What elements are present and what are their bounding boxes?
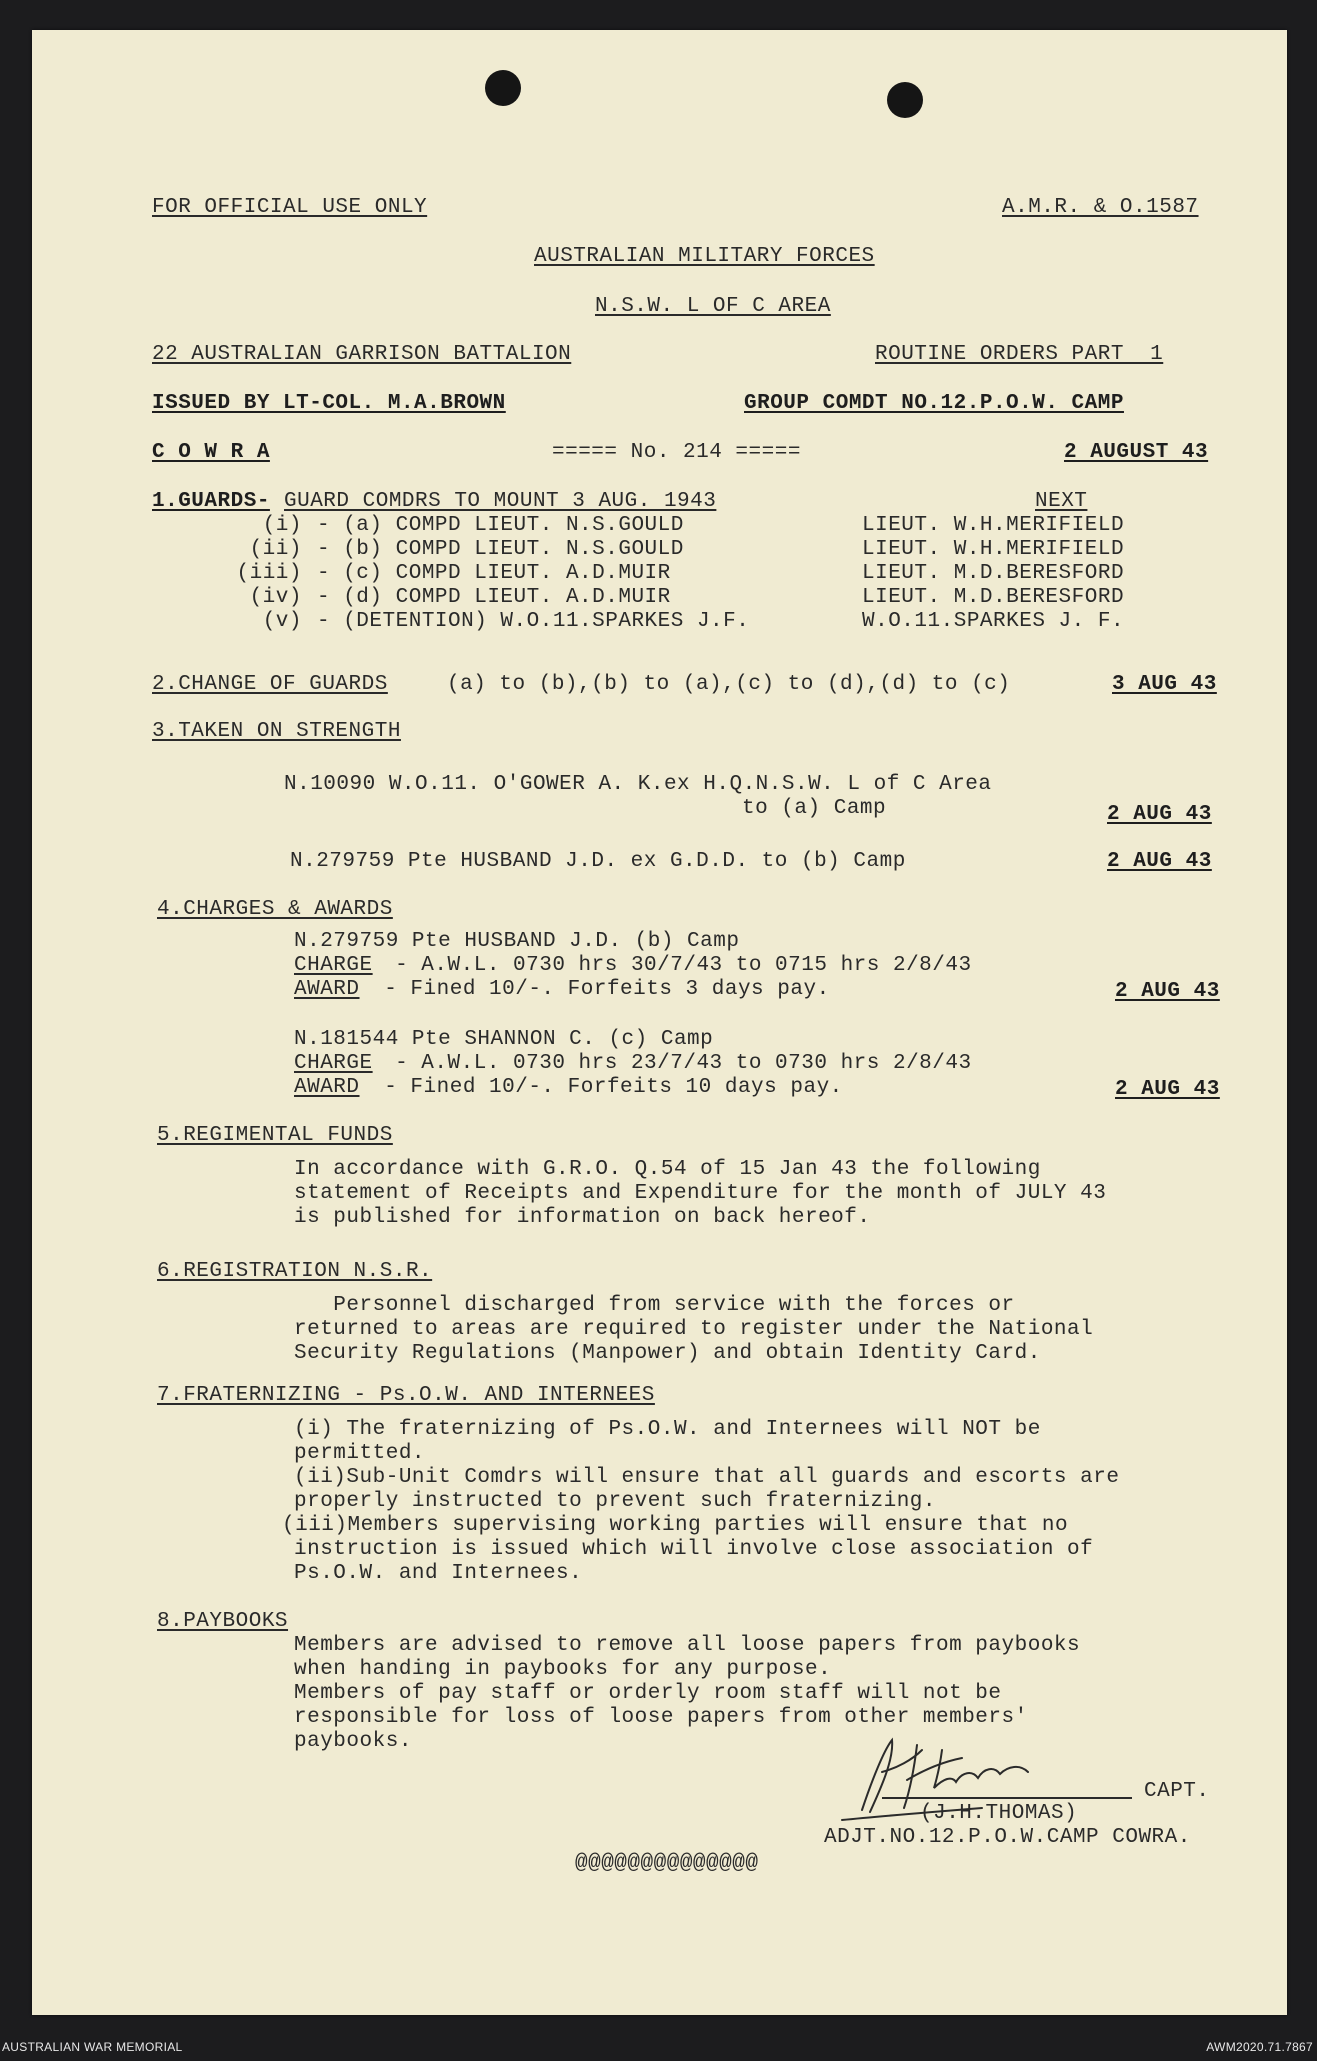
area-title: N.S.W. L OF C AREA [595,295,831,318]
award-1-date: 2 AUG 43 [1115,980,1220,1003]
strength-heading: 3.TAKEN ON STRENGTH [152,720,401,743]
funds-line-2: statement of Receipts and Expenditure for the month of JULY 43 [294,1182,1107,1205]
fraternizing-heading: 7.FRATERNIZING - Ps.O.W. AND INTERNEES [157,1384,655,1407]
guard-row-2-num: (ii) [249,538,302,561]
strength-entry-2: N.279759 Pte HUSBAND J.D. ex G.D.D. to (b) Camp [290,850,906,873]
guard-row-4-next: LIEUT. M.D.BERESFORD [862,586,1125,609]
guards-subheading: GUARD COMDRS TO MOUNT 3 AUG. 1943 [284,490,717,513]
paybooks-line-1: Members are advised to remove all loose papers from paybooks [294,1634,1081,1657]
fraternizing-line-3: (ii)Sub-Unit Comdrs will ensure that all guards and escorts are [294,1466,1120,1489]
official-use-label: FOR OFFICIAL USE ONLY [152,196,428,219]
guard-row-4-num: (iv) [249,586,302,609]
footer-right: AWM2020.71.7867 [1206,2040,1313,2054]
registration-line-1: Personnel discharged from service with the forces or [294,1294,1015,1317]
paybooks-line-3: Members of pay staff or orderly room staff will not be [294,1682,1002,1705]
guard-row-5-desc: - (DETENTION) W.O.11.SPARKES J.F. [317,610,750,633]
charges-heading: 4.CHARGES & AWARDS [157,898,393,921]
signature-name: (J.H.THOMAS) [920,1802,1078,1825]
funds-heading: 5.REGIMENTAL FUNDS [157,1124,393,1147]
signature-line [882,1797,1132,1799]
guard-row-2-desc: - (b) COMPD LIEUT. N.S.GOULD [317,538,684,561]
fraternizing-line-2: permitted. [294,1442,426,1465]
battalion-title: 22 AUSTRALIAN GARRISON BATTALION [152,343,572,366]
routine-orders-title: ROUTINE ORDERS PART 1 [875,343,1164,366]
fraternizing-line-1: (i) The fraternizing of Ps.O.W. and Internees will NOT be [294,1418,1041,1441]
registration-line-3: Security Regulations (Manpower) and obtain Identity Card. [294,1342,1041,1365]
guard-row-5-next: W.O.11.SPARKES J. F. [862,610,1125,633]
strength-entry-2-date: 2 AUG 43 [1107,850,1212,873]
guard-row-4-desc: - (d) COMPD LIEUT. A.D.MUIR [317,586,671,609]
strength-entry-1-date: 2 AUG 43 [1107,803,1212,826]
fraternizing-line-6: instruction is issued which will involve close association of [294,1538,1094,1561]
document-page [32,30,1287,2015]
issued-by: ISSUED BY LT-COL. M.A.BROWN [152,392,506,415]
signature-rank: CAPT. [1144,1780,1210,1803]
strength-entry-1-camp: to (a) Camp [742,797,887,820]
punch-hole-right [887,82,923,118]
signature-appointment: ADJT.NO.12.P.O.W.CAMP COWRA. [824,1826,1191,1849]
forces-title: AUSTRALIAN MILITARY FORCES [534,245,875,268]
guards-next-label: NEXT [1035,490,1088,513]
charge-2-label: CHARGE [294,1052,373,1075]
order-date: 2 AUGUST 43 [1064,441,1209,464]
guard-row-1-desc: - (a) COMPD LIEUT. N.S.GOULD [317,514,684,537]
fraternizing-line-4: properly instructed to prevent such fraternizing. [294,1490,937,1513]
paybooks-heading: 8.PAYBOOKS [157,1610,289,1633]
funds-line-3: is published for information on back hereof. [294,1206,871,1229]
reference-number: A.M.R. & O.1587 [1002,196,1199,219]
charge-1-label: CHARGE [294,954,373,977]
end-of-order-mark: @@@@@@@@@@@@@@ [575,1852,759,1875]
paybooks-line-5: paybooks. [294,1730,412,1753]
punch-hole-left [485,70,521,106]
guard-row-1-num: (i) [262,514,302,537]
charge-1-name: N.279759 Pte HUSBAND J.D. (b) Camp [294,930,740,953]
funds-line-1: In accordance with G.R.O. Q.54 of 15 Jan 43 the following [294,1158,1041,1181]
charge-2-name: N.181544 Pte SHANNON C. (c) Camp [294,1028,714,1051]
footer-left: AUSTRALIAN WAR MEMORIAL [2,2040,183,2054]
guard-row-3-desc: - (c) COMPD LIEUT. A.D.MUIR [317,562,671,585]
paybooks-line-2: when handing in paybooks for any purpose. [294,1658,832,1681]
award-1-text: - Fined 10/-. Forfeits 3 days pay. [358,978,830,1001]
order-number: ===== No. 214 ===== [552,441,801,464]
guards-heading: 1.GUARDS- [152,490,270,513]
change-guards-date: 3 AUG 43 [1112,673,1217,696]
registration-heading: 6.REGISTRATION N.S.R. [157,1260,433,1283]
group-comdt: GROUP COMDT NO.12.P.O.W. CAMP [744,392,1124,415]
guard-row-3-num: (iii) [236,562,302,585]
guard-row-1-next: LIEUT. W.H.MERIFIELD [862,514,1125,537]
guard-row-5-num: (v) [262,610,302,633]
registration-line-2: returned to areas are required to register under the National [294,1318,1094,1341]
award-1-label: AWARD [294,978,360,1001]
fraternizing-line-5: (iii)Members supervising working parties will ensure that no [282,1514,1069,1537]
fraternizing-line-7: Ps.O.W. and Internees. [294,1562,583,1585]
charge-2-text: - A.W.L. 0730 hrs 23/7/43 to 0730 hrs 2/8/43 [382,1052,972,1075]
award-2-date: 2 AUG 43 [1115,1078,1220,1101]
paybooks-line-4: responsible for loss of loose papers from other members' [294,1706,1028,1729]
award-2-text: - Fined 10/-. Forfeits 10 days pay. [358,1076,843,1099]
charge-1-text: - A.W.L. 0730 hrs 30/7/43 to 0715 hrs 2/8/43 [382,954,972,977]
award-2-label: AWARD [294,1076,360,1099]
location-name: C O W R A [152,441,270,464]
change-guards-heading: 2.CHANGE OF GUARDS [152,673,388,696]
guard-row-2-next: LIEUT. W.H.MERIFIELD [862,538,1125,561]
change-guards-text: (a) to (b),(b) to (a),(c) to (d),(d) to (c) [447,673,1011,696]
guard-row-3-next: LIEUT. M.D.BERESFORD [862,562,1125,585]
strength-entry-1: N.10090 W.O.11. O'GOWER A. K.ex H.Q.N.S.W. L of C Area [284,773,992,796]
